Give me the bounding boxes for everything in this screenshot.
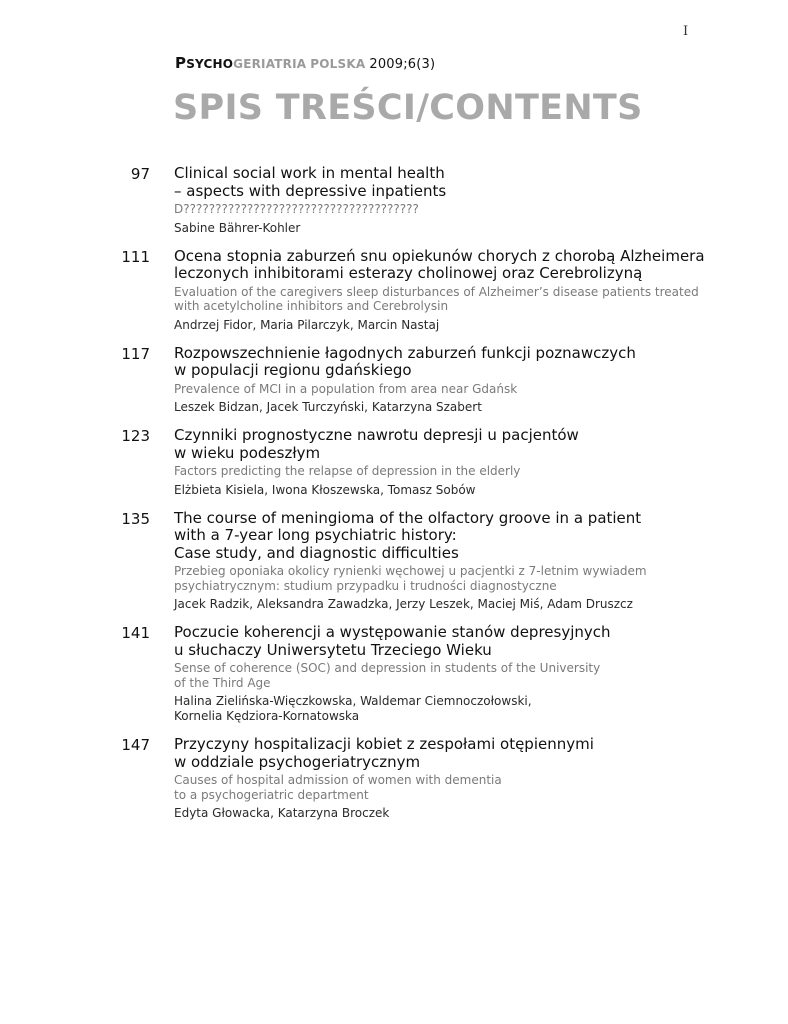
entry-authors <box>174 318 734 333</box>
entry-page-number: 147 <box>121 736 150 754</box>
entry-title-line: Czynniki prognostyczne nawrotu depresji u pacjentów <box>174 426 579 444</box>
journal-issue: 2009;6(3) <box>369 57 436 72</box>
entry-subtitle-line: Prevalence of MCI in a population from area near Gdańsk <box>174 381 518 396</box>
toc-entry <box>0 624 788 724</box>
entry-title-line: Ocena stopnia zaburzeń snu opiekunów chorych z chorobą Alzheimera <box>174 246 705 265</box>
entry-subtitle-line: Przebieg oponiaka okolicy rynienki węchowej u pacjentki z 7-letnim wywiadem <box>174 564 647 578</box>
entry-title-line: – aspects with depressive inpatients <box>174 181 447 200</box>
entry-page-number: 123 <box>121 427 150 445</box>
entry-authors <box>174 806 734 821</box>
entry-title <box>174 510 734 563</box>
entry-subtitle-line: Sense of coherence (SOC) and depression in students of the University <box>174 661 601 675</box>
entry-authors-line: Kornelia Kędziora-Kornatowska <box>174 709 360 723</box>
entry-authors-line: Leszek Bidzan, Jacek Turczyński, Katarzyna Szabert <box>174 400 482 414</box>
entry-title-line: Rozpowszechnienie łagodnych zaburzeń funkcji poznawczych <box>174 343 636 362</box>
entry-authors-line: Andrzej Fidor, Maria Pilarczyk, Marcin Nastaj <box>174 317 440 332</box>
entry-authors-line: Sabine Bährer-Kohler <box>174 220 301 235</box>
entry-subtitle-line: Factors predicting the relapse of depression in the elderly <box>174 464 521 478</box>
entry-subtitle <box>174 202 734 217</box>
entry-title-line: leczonych inhibitorami esterazy cholinowej oraz Cerebrolizyną <box>174 264 643 282</box>
entry-title-line: w oddziale psychogeriatrycznym <box>174 752 421 771</box>
entry-authors-line: Jacek Radzik, Aleksandra Zawadzka, Jerzy Leszek, Maciej Miś, Adam Druszcz <box>174 597 633 611</box>
entry-title <box>174 345 734 380</box>
page-number: I <box>683 24 689 39</box>
toc-entry <box>0 736 788 821</box>
journal-name-psycho: SYCHO <box>186 57 234 71</box>
entry-authors-line: Halina Zielińska-Więczkowska, Waldemar Ciemnoczołowski, <box>174 694 532 708</box>
entry-subtitle-line: psychiatrycznym: studium przypadku i trudności diagnostyczne <box>174 578 557 593</box>
toc-entry <box>0 510 788 613</box>
journal-name-polska: POLSKA <box>310 57 366 71</box>
entry-title-line: Case study, and diagnostic difficulties <box>174 543 459 562</box>
toc-entry <box>0 248 788 333</box>
entry-title-line: The course of meningioma of the olfactory groove in a patient <box>174 508 642 527</box>
entry-authors-line: Elżbieta Kisiela, Iwona Kłoszewska, Tomasz Sobów <box>174 482 476 497</box>
entry-authors <box>174 221 734 236</box>
journal-header <box>175 54 435 72</box>
entry-page-number: 111 <box>121 247 150 266</box>
entry-subtitle <box>174 661 734 690</box>
page-heading: SPIS TREŚCI/CONTENTS <box>173 88 643 128</box>
entry-title-line: u słuchaczy Uniwersytetu Trzeciego Wieku <box>174 640 492 659</box>
entry-subtitle <box>174 564 734 593</box>
entry-page-number: 141 <box>121 624 150 642</box>
entry-page-number: 135 <box>121 509 150 528</box>
toc-entry <box>0 345 788 416</box>
entry-title <box>174 165 734 200</box>
toc-entry <box>0 165 788 236</box>
entry-authors-line: Edyta Głowacka, Katarzyna Broczek <box>174 806 390 820</box>
entry-title-line: with a 7-year long psychiatric history: <box>174 526 457 544</box>
entry-page-number: 117 <box>121 344 150 363</box>
entry-title-line: w populacji regionu gdańskiego <box>174 361 412 379</box>
entry-authors <box>174 483 734 498</box>
entry-title-line: Przyczyny hospitalizacji kobiet z zespołami otępiennymi <box>174 735 594 753</box>
entry-page-number: 97 <box>130 165 150 183</box>
entry-subtitle-line: Causes of hospital admission of women with dementia <box>174 773 502 787</box>
table-of-contents <box>0 165 788 833</box>
entry-authors <box>174 400 734 415</box>
journal-name-initial: P <box>175 54 187 72</box>
entry-title <box>174 427 734 462</box>
entry-title <box>174 624 734 659</box>
entry-authors <box>174 597 734 612</box>
toc-entry <box>0 427 788 498</box>
entry-subtitle <box>174 285 734 314</box>
entry-subtitle <box>174 382 734 397</box>
entry-title <box>174 736 734 771</box>
journal-name-geriatria: GERIATRIA <box>233 57 307 71</box>
entry-subtitle <box>174 464 734 479</box>
entry-authors <box>174 694 734 724</box>
entry-subtitle <box>174 773 734 802</box>
entry-subtitle-line: with acetylcholine inhibitors and Cerebrolysin <box>174 299 449 313</box>
entry-title <box>174 248 734 283</box>
entry-title-line: Clinical social work in mental health <box>174 164 445 182</box>
entry-subtitle-line: Evaluation of the caregivers sleep disturbances of Alzheimer’s disease patients treated <box>174 284 699 299</box>
entry-subtitle-line: of the Third Age <box>174 675 271 690</box>
entry-subtitle-line: D????????????????????????????????????? <box>174 202 419 216</box>
entry-title-line: Poczucie koherencji a występowanie stanów depresyjnych <box>174 623 611 641</box>
entry-subtitle-line: to a psychogeriatric department <box>174 787 369 802</box>
entry-title-line: w wieku podeszłym <box>174 443 321 462</box>
